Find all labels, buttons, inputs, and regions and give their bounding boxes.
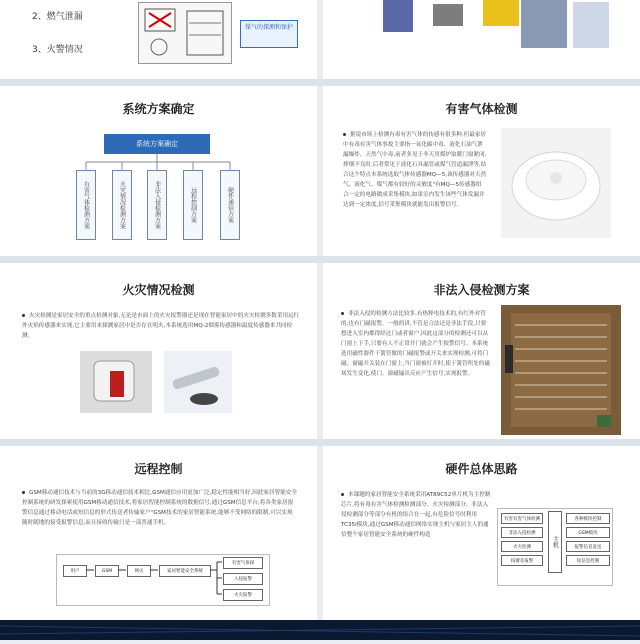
hw-right-1: 各种模块控制 bbox=[566, 513, 610, 524]
sketch-icon bbox=[139, 3, 231, 63]
slide-title: 火灾情况检测 bbox=[122, 283, 195, 297]
hw-center: 主机 bbox=[548, 511, 562, 573]
separator bbox=[0, 439, 640, 446]
probe-sensor-icon bbox=[164, 351, 232, 413]
smoke-detector-photo bbox=[501, 128, 611, 238]
body-text: GSM移动通信技术与当前的3G移动通信技术相比,GSM通信应用更加广泛,稳定性能相当好,因此家居智能安全控制系统的研发探索使用GSM移动通信技术,将家居智能控制系统的数据信号,通过GSM信息平台,将各类家居报警信息通过移动电话或短信息的形式传送者传输家户"GSM技术的家居智能系统,能够不受网络的限制,可以实现随时随地的接受报警信息,而且接收传输只是一部普通手机。 bbox=[22, 490, 297, 526]
body-text: 本课题的家居智能安全系统采用AT89C52单片机为主控制芯片,将有毒有害气体检测检测部分、火灾检测部分、非法入侵检测部分等部分有机的组合在一起,有危险信号时利用TC35i模块,通过GSM移动通信网络实现主机与家居主人的通信整个家居智能安全系统的硬件构造 bbox=[341, 492, 491, 538]
bullet-icon bbox=[341, 312, 344, 315]
hw-right-3: 报警信息发送 bbox=[566, 541, 610, 552]
branch-fire: 火灾情况检测方案 bbox=[112, 170, 132, 240]
slide-title: 有害气体检测 bbox=[445, 102, 518, 116]
flow-gateway: 网关 bbox=[127, 565, 151, 577]
thermal-sensor-icon bbox=[80, 351, 152, 413]
callout-box: 煤气的探测和保护 bbox=[240, 20, 298, 48]
smoke-detector-icon bbox=[501, 128, 611, 238]
slide-intrusion bbox=[323, 263, 640, 439]
body-text: 非法入侵的检测方法比较多,有热释电技术的,有红外对管的,也有门磁报警。一般的讲,不管是合法还是非法手段,只要想进入室内都得经过门或者窗户,因此这部分的检测还可以从门窗上下手,只要有人不正常开门就会产生报警信号。本系统选用磁性器件干簧管做的门磁报警或开关来实现检测,可将门磁、窗磁开关装在门窗上,当门窗被打开时,使干簧管所处的磁场发生变化,使门、窗磁输出反应产生信号,实现报警。 bbox=[341, 311, 490, 377]
diagram-sketch bbox=[138, 2, 232, 64]
bullet-icon bbox=[343, 133, 346, 136]
branch-harmful-gas: 有害气体检测方案 bbox=[76, 170, 96, 240]
sensor-photo-1 bbox=[80, 351, 152, 413]
flow-home-system: 家居智能安全系统 bbox=[159, 565, 211, 577]
branch-remote: 远程控制方案 bbox=[183, 170, 203, 240]
product-photo-3 bbox=[483, 0, 519, 26]
plan-root-box: 系统方案确定 bbox=[104, 134, 210, 154]
output-gas: 有害气体探 bbox=[223, 557, 263, 569]
flow-gsm: GSM bbox=[95, 565, 119, 577]
slide-title: 非法入侵检测方案 bbox=[433, 283, 530, 297]
slide-title: 系统方案确定 bbox=[122, 102, 195, 116]
separator bbox=[0, 256, 640, 263]
hw-right-4: 短信息控制 bbox=[566, 555, 610, 566]
slide-harmful-gas bbox=[323, 86, 640, 256]
slide-system-plan bbox=[0, 86, 317, 256]
hardware-diagram bbox=[497, 508, 613, 586]
body-text: 火灾检测是家居安全的重点检测对象,无论是市面上的火灾报警器还是现在智能家居中的火灾检测多数采用远红外火焰传感器来实现,它主要用来探测家居中是否存在明火,本系统选用MQ-2烟雾传感器和温度传感器来共同检测。 bbox=[22, 313, 300, 339]
slide-top-left bbox=[0, 0, 317, 79]
hw-right-2: GSM模块 bbox=[566, 527, 610, 538]
footer-decoration bbox=[0, 620, 640, 640]
product-photo-1 bbox=[383, 0, 413, 32]
bullet-icon bbox=[341, 493, 344, 496]
output-intrusion: 入侵报警 bbox=[223, 573, 263, 585]
product-photo-5 bbox=[573, 2, 609, 48]
bullet-icon bbox=[22, 491, 25, 494]
item-gas-leak: 2、燃气泄漏 bbox=[32, 12, 83, 22]
hw-left-3: 火灾检测 bbox=[501, 541, 543, 552]
hw-left-2: 非法入侵检测 bbox=[501, 527, 543, 538]
slide-remote bbox=[0, 446, 317, 620]
product-photo-2 bbox=[433, 4, 463, 26]
bullet-icon bbox=[22, 314, 25, 317]
sensor-photo-2 bbox=[164, 351, 232, 413]
slide-fire bbox=[0, 263, 317, 439]
body-text: 据说市场上检测有毒有害气体的传感有很多种,但最家居中有毒有害气体事故主要指一氧化碳中毒、液化石油气泄漏爆炸、天然气中毒,前者多见于冬天用煤炉取暖门窗紧闭,排烟不良时,后者常见于液化石具漏管或煤气管道漏泄等,结合这个特点本系统选取气体传感器MQ—5,该传感器对天然气、液化气、煤气都有较好的灵敏度"有MQ—5传感器组合一定的电路做成采集模块,如果室内发生该些气体发漏并达到一定浓度,信号采集模块就能发出报警信号。 bbox=[343, 132, 487, 208]
hw-left-4: 按键及报警 bbox=[501, 555, 543, 566]
flow-arrows bbox=[57, 555, 269, 605]
output-fire: 火灾报警 bbox=[223, 589, 263, 601]
footer-bar bbox=[0, 620, 640, 640]
flow-user: 用户 bbox=[63, 565, 87, 577]
branch-hardware: 硬件通信方案 bbox=[220, 170, 240, 240]
item-fire: 3、火警情况 bbox=[32, 45, 83, 55]
slide-title: 远程控制 bbox=[134, 462, 183, 476]
branch-intrusion: 非法入侵检测方案 bbox=[147, 170, 167, 240]
slide-hardware bbox=[323, 446, 640, 620]
slide-top-right bbox=[323, 0, 640, 79]
separator bbox=[0, 79, 640, 86]
product-photo-4 bbox=[521, 0, 567, 48]
circuit-board-photo bbox=[501, 305, 621, 435]
circuit-board-icon bbox=[501, 305, 621, 435]
slide-title: 硬件总体思路 bbox=[445, 462, 518, 476]
remote-flow-diagram bbox=[56, 554, 270, 606]
hw-left-1: 有害有害气体检测 bbox=[501, 513, 543, 524]
